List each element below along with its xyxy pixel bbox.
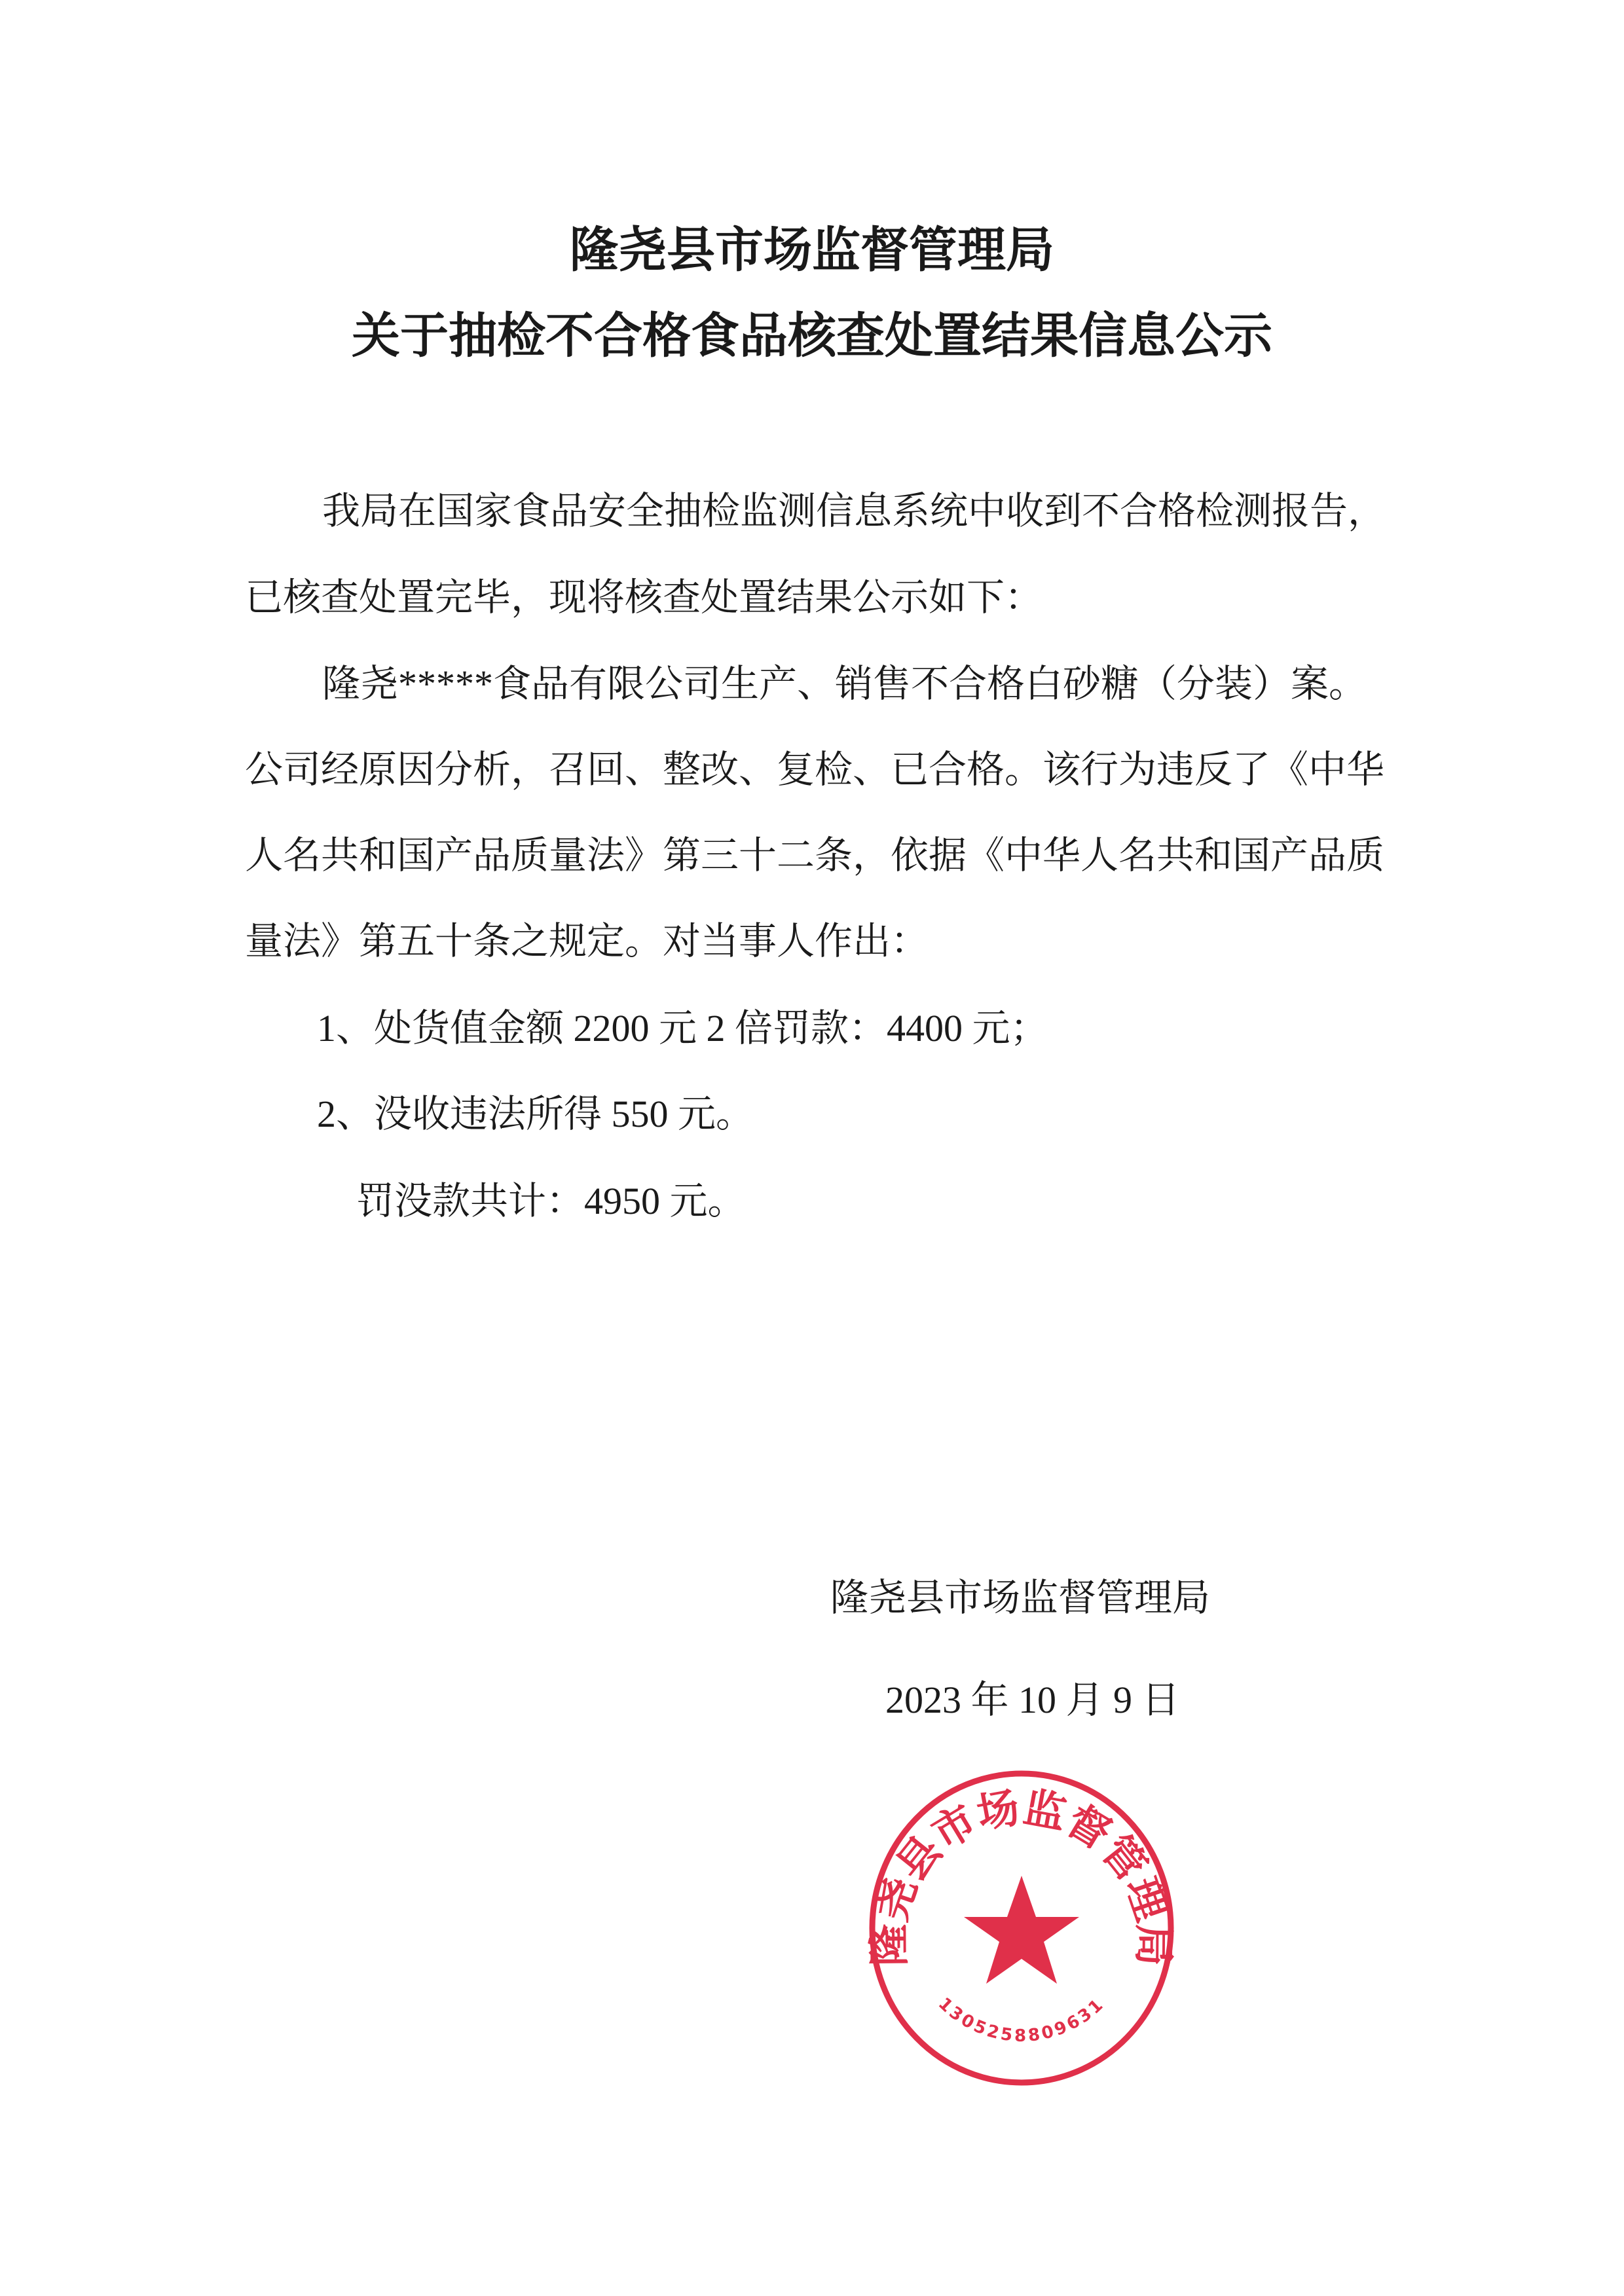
body-paragraph-line: 隆尧*****食品有限公司生产、销售不合格白砂糖（分装）案。 bbox=[322, 663, 1367, 705]
official-seal bbox=[864, 1768, 1179, 2088]
seal-code: 1305258809631 bbox=[934, 1994, 1109, 2046]
seal-arc-text: 隆尧县市场监督管理局 bbox=[865, 1783, 1178, 1967]
seal-star-icon bbox=[964, 1876, 1079, 1984]
body-paragraph-line: 公司经原因分析，召回、整改、复检、已合格。该行为违反了《中华 bbox=[245, 748, 1385, 791]
body-paragraph-line: 人名共和国产品质量法》第三十二条，依据《中华人名共和国产品质 bbox=[245, 834, 1385, 877]
penalty-item-2: 2、没收违法所得 550 元。 bbox=[317, 1093, 754, 1135]
body-paragraph-line: 量法》第五十条之规定。对当事人作出： bbox=[245, 920, 929, 962]
penalty-item-1: 1、处货值金额 2200 元 2 倍罚款：4400 元； bbox=[317, 1007, 1048, 1049]
signature-org: 隆尧县市场监督管理局 bbox=[830, 1576, 1211, 1619]
signature-date: 2023 年 10 月 9 日 bbox=[885, 1679, 1180, 1721]
document-title-line1: 隆尧县市场监督管理局 bbox=[570, 222, 1054, 278]
document-title-line2: 关于抽检不合格食品核查处置结果信息公示 bbox=[352, 308, 1272, 364]
penalty-total: 罚没款共计：4950 元。 bbox=[356, 1180, 746, 1222]
body-paragraph-line: 我局在国家食品安全抽检监测信息系统中收到不合格检测报告， bbox=[322, 490, 1386, 532]
svg-text:1305258809631 bbox=[934, 1994, 1109, 2046]
body-paragraph-line: 已核查处置完毕，现将核查处置结果公示如下： bbox=[245, 576, 1043, 619]
